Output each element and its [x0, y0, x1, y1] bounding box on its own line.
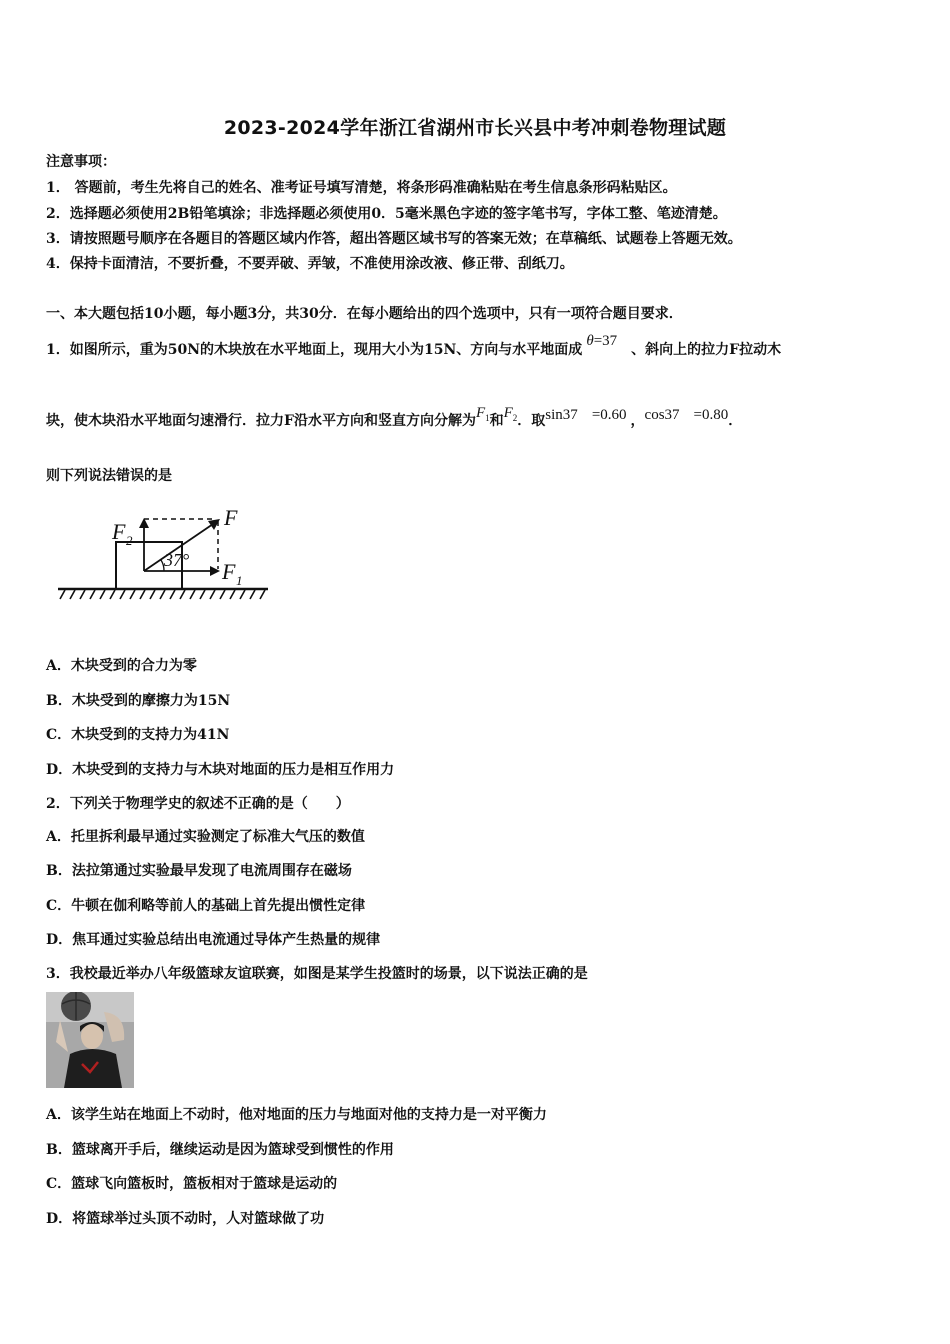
basketball-player-photo — [46, 992, 134, 1088]
q3-option-b: B．篮球离开手后，继续运动是因为篮球受到惯性的作用 — [46, 1142, 394, 1158]
label-f1-sub: 1 — [236, 573, 243, 588]
q3-stem: 3．我校最近举办八年级篮球友谊联赛，如图是某学生投篮时的场景，以下说法正确的是 — [46, 966, 588, 982]
q1-option-a: A．木块受到的合力为零 — [46, 658, 197, 674]
q1-option-b: B．木块受到的摩擦力为15N — [46, 693, 231, 709]
label-f2-sub: 2 — [126, 533, 133, 548]
q1-stem-line1: 1．如图所示，重为50N的木块放在水平地面上，现用大小为15N、方向与水平地面成θ=37、斜向上的拉力F拉动木 — [46, 333, 782, 358]
photo-illustration — [46, 992, 134, 1088]
notice-item-2: 2．选择题必须使用2B铅笔填涂；非选择题必须使用0．5毫米黑色字迹的签字笔书写，字体工整、笔迹清楚。 — [46, 206, 727, 222]
notice-heading: 注意事项： — [46, 154, 116, 170]
cos-expression: cos37 =0.80 — [644, 407, 729, 423]
q1-stem-line2: 块，使木块沿水平地面匀速滑行．拉力F沿水平方向和竖直方向分解为$F_1$和$F_2$．取sin37 =0.60 ，cos37 =0.80． — [46, 405, 743, 429]
q2-stem: 2．下列关于物理学史的叙述不正确的是（ ） — [46, 796, 350, 812]
q2-option-b: B．法拉第通过实验最早发现了电流周围存在磁场 — [46, 863, 352, 879]
sin-expression: sin37 =0.60 — [545, 407, 627, 423]
notice-item-4: 4．保持卡面清洁，不要折叠，不要弄破、弄皱，不准使用涂改液、修正带、刮纸刀。 — [46, 256, 574, 272]
q3-option-d: D．将篮球举过头顶不动时，人对篮球做了功 — [46, 1211, 325, 1227]
label-f2: F — [112, 519, 126, 544]
notice-item-3: 3．请按照题号顺序在各题目的答题区域内作答，超出答题区域书写的答案无效；在草稿纸、试题卷上答题无效。 — [46, 231, 742, 247]
q3-option-a: A．该学生站在地面上不动时，他对地面的压力与地面对他的支持力是一对平衡力 — [46, 1107, 547, 1123]
ground-hatching — [60, 590, 265, 599]
q2-option-c: C．牛顿在伽利略等前人的基础上首先提出惯性定律 — [46, 898, 366, 914]
f1-symbol: $F_1$ — [475, 405, 490, 423]
q3-option-c: C．篮球飞向篮板时，篮板相对于篮球是运动的 — [46, 1176, 338, 1192]
theta-expression: θ=37 — [586, 333, 618, 349]
q2-option-a: A．托里拆利最早通过实验测定了标准大气压的数值 — [46, 829, 365, 845]
q1-option-c: C．木块受到的支持力为41N — [46, 727, 230, 743]
label-f: F — [224, 505, 238, 530]
q1-option-d: D．木块受到的支持力与木块对地面的压力是相互作用力 — [46, 762, 395, 778]
label-f1: F — [222, 559, 236, 584]
force-diagram — [52, 505, 274, 605]
page-title: 2023-2024学年浙江省湖州市长兴县中考冲刺卷物理试题 — [223, 117, 727, 139]
section-heading: 一、本大题包括10小题，每小题3分，共30分．在每小题给出的四个选项中，只有一项符合题目要求． — [46, 306, 683, 322]
angle-label: 37° — [164, 550, 190, 570]
q1-stem-line3: 则下列说法错误的是 — [46, 468, 172, 484]
f2-symbol: $F_2$ — [503, 405, 518, 423]
q2-option-d: D．焦耳通过实验总结出电流通过导体产生热量的规律 — [46, 932, 381, 948]
notice-item-1: 1． 答题前，考生先将自己的姓名、准考证号填写清楚，将条形码准确粘贴在考生信息条形码粘贴区。 — [46, 180, 677, 196]
